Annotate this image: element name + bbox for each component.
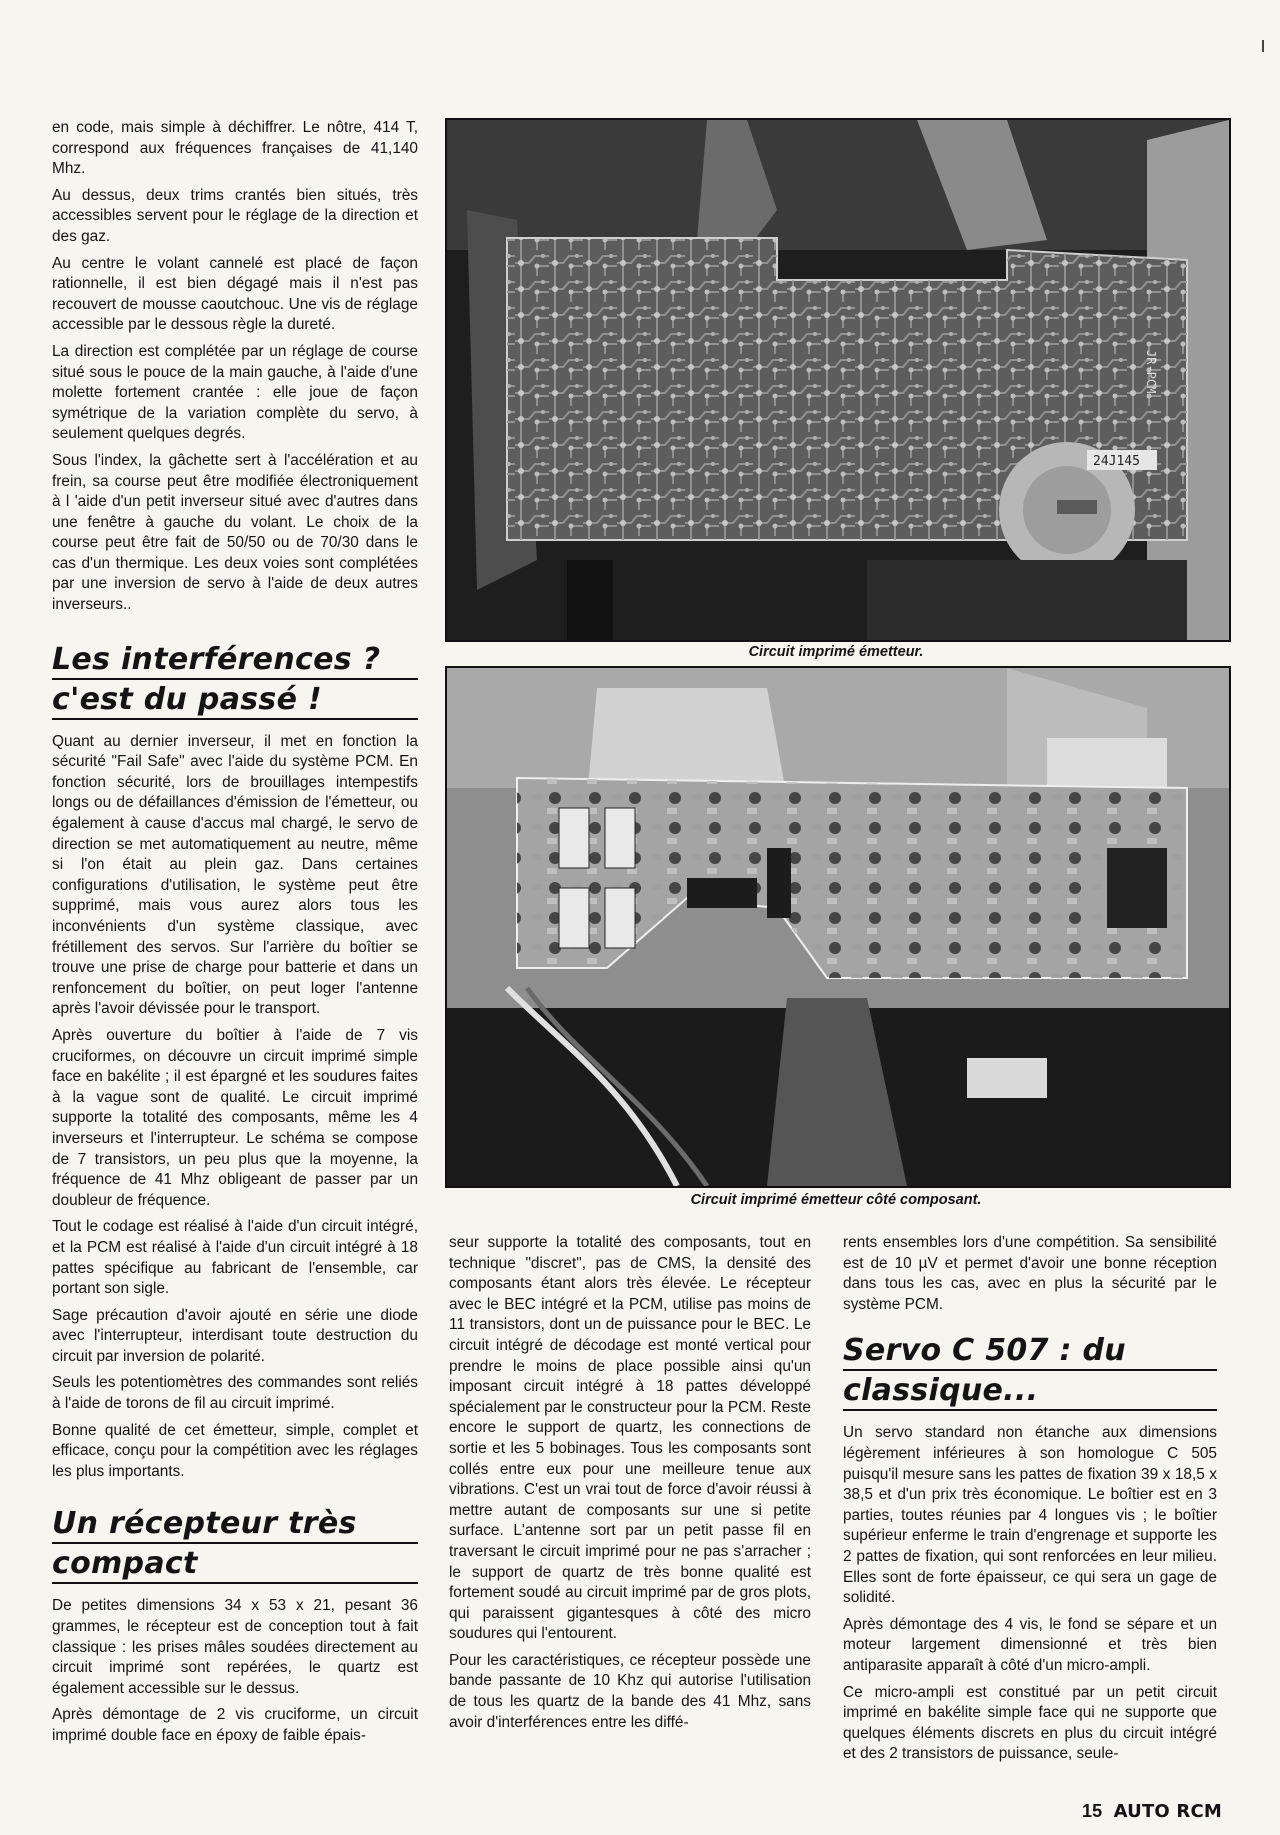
paragraph: Tout le codage est réalisé à l'aide d'un circuit intégré, et la PCM est réalisé à l'aide d'un circuit intégré à 18 pattes spécifique au fabricant de l'ensemble, car portant son sigle.	[52, 1218, 418, 1298]
paragraph: Bonne qualité de cet émetteur, simple, complet et efficace, conçu pour la compétition avec les réglages les plus importants.	[52, 1421, 418, 1480]
paragraph: Sous l'index, la gâchette sert à l'accélération et au frein, sa course peut être modifiée électroniquement à l 'aide d'un petit inverseur situé avec d'autres dans une fenêtre à gauche du volant. Le choix de la course peut être fait de 50/50 ou de 70/30 dans le cas d'un thermique. Les deux voies sont complétées par une inversion de servo à l'aide de deux autres inverseurs..	[52, 451, 418, 614]
heading-line: Les interférences ?	[52, 642, 418, 680]
photo-transmitter-pcb-illustration	[447, 120, 1229, 640]
paragraph: Quant au dernier inverseur, il met en fonction la sécurité "Fail Safe" avec l'aide du système PCM. En fonction sécurité, lors de brouillages intempestifs longs ou de défaillances d'émission de l'émetteur, ou également à cause d'accus mal chargé, le servo de direction se met automatiquement au neutre, même si l'on était au plein gaz. Dans certaines configurations d'utilisation, le système peut être supprimé, mais vous aurez alors tous les inconvénients d'un système classique, avec frétillement des servos. Sur l'arrière du boîtier se trouve une prise de charge pour batterie et dans un renfoncement du boîtier, on peut loger l'antenne après l'avoir dévissée pour le transport.	[52, 732, 418, 1018]
paragraph: Sage précaution d'avoir ajouté en série une diode avec l'interrupteur, interdisant toute destruction du circuit par inversion de polarité.	[52, 1306, 418, 1365]
magazine-name: AUTO RCM	[1113, 1801, 1222, 1822]
pcb-label-brand: JR-PCM	[1144, 350, 1158, 394]
paragraph: Un servo standard non étanche aux dimensions légèrement inférieures à son homologue C 505 puisqu'il mesure sans les pattes de fixation 39 x 18,5 x 38,5 et d'un prix très économique. Le boîtier est en 3 parties, toutes réunies par 4 longues vis ; le boîtier supérieur enferme le train d'engrenage et supporte les 2 pattes de fixation, qui sont renforcées en leur milieu. Elles sont de forte épaisseur, ce qui sera un gage de solidité.	[843, 1424, 1217, 1607]
corner-mark	[1262, 40, 1264, 52]
section-heading-recepteur	[52, 1506, 418, 1584]
paragraph: Seuls les potentiomètres des commandes sont reliés à l'aide de torons de fil au circuit imprimé.	[52, 1374, 418, 1413]
paragraph: Après démontage de 2 vis cruciforme, un circuit imprimé double face en époxy de faible épais-	[52, 1706, 418, 1744]
paragraph: Après démontage des 4 vis, le fond se sépare et un moteur largement dimensionné et très bien antiparasite apparaît à côté d'un micro-ampli.	[843, 1615, 1217, 1674]
paragraph: De petites dimensions 34 x 53 x 21, pesant 36 grammes, le récepteur est de conception tout à fait classique : les prises mâles soudées directement au circuit imprimé sont repérées, le quartz est également accessible sur le dessus.	[52, 1597, 418, 1697]
section-heading-servo	[843, 1333, 1217, 1411]
heading-line: Un récepteur très	[52, 1506, 418, 1544]
pcb-label-serial: 24J145	[1093, 454, 1140, 469]
photo-caption: Circuit imprimé émetteur.	[748, 644, 924, 660]
page-footer	[1082, 1801, 1222, 1822]
photo-transmitter-components-illustration	[447, 668, 1229, 1186]
photo-transmitter-pcb	[445, 118, 1231, 642]
paragraph: rents ensembles lors d'une compétition. Sa sensibilité est de 10 µV et permet d'avoir une bonne réception dans tous les cas, avec en plus la sécurité par le système PCM.	[843, 1234, 1217, 1313]
paragraph: en code, mais simple à déchiffrer. Le nôtre, 414 T, correspond aux fréquences françaises de 41,140 Mhz.	[52, 119, 418, 178]
paragraph: Ce micro-ampli est constitué par un petit circuit imprimé en bakélite simple face qui ne supporte que quelques éléments discrets en plus du circuit intégré et des 2 transistors de puissance, seule-	[843, 1683, 1217, 1763]
paragraph: Au centre le volant cannelé est placé de façon rationnelle, il est bien dégagé mais il n'est pas recouvert de mousse caoutchouc. Une vis de réglage accessible par le dessous règle la dureté.	[52, 254, 418, 334]
photo-transmitter-components	[445, 666, 1231, 1188]
heading-line: compact	[52, 1546, 418, 1584]
paragraph: Au dessus, deux trims crantés bien situés, très accessibles servent pour le réglage de la direction et des gaz.	[52, 186, 418, 245]
paragraph: seur supporte la totalité des composants, tout en technique "discret", pas de CMS, la densité des composants étant alors très élevée. Le récepteur avec le BEC intégré et la PCM, utilise pas moins de 11 transistors, dont un de puissance pour le BEC. Le circuit intégré de décodage est monté vertical pour prendre le moins de place possible ainsi qu'un imposant circuit intégré à 18 pattes développé spécialement par le constructeur pour la PCM. Reste encore le support de quartz, les connections de sortie et les 5 bobinages. Tous les composants sont collés entre eux pour une meilleure tenue aux vibrations. C'est un vrai tout de force d'avoir réussi à mettre autant de composants sur une si petite surface. L'antenne sort par un petit passe fil en traversant le circuit imprimé pour ne pas s'arracher ; le support de quartz de très bonne qualité est fortement soudé au circuit imprimé par de gros plots, qui paraissent gigantesques à côté des micro soudures qui l'entourent.	[449, 1234, 811, 1643]
right-column	[843, 1233, 1217, 1771]
middle-column	[449, 1233, 811, 1739]
page-number: 15	[1081, 1801, 1103, 1821]
section-heading-interferences	[52, 642, 418, 720]
paragraph: Après ouverture du boîtier à l'aide de 7 vis cruciformes, on découvre un circuit imprimé simple face en bakélite ; il est épargné et les soudures faites à la vague sont de qualité. Le circuit imprimé supporte la totalité des composants, même les 4 inverseurs et l'interrupteur. Le schéma se compose de 7 transistors, un peu plus que la moyenne, la fréquence de 41 Mhz obligeant de passer par un doubleur de fréquence.	[52, 1026, 418, 1209]
photo-caption: Circuit imprimé émetteur côté composant.	[690, 1192, 982, 1208]
heading-line: Servo C 507 : du	[843, 1333, 1217, 1371]
heading-line: classique...	[843, 1373, 1217, 1411]
paragraph: Pour les caractéristiques, ce récepteur possède une bande passante de 10 Khz qui autorise l'utilisation de tous les quartz de la bande des 41 Mhz, sans avoir d'interférences entre les diffé-	[449, 1651, 811, 1731]
paragraph: La direction est complétée par un réglage de course situé sous le pouce de la main gauche, à l'aide d'une molette fortement crantée : elle joue de façon symétrique de la variation complète du servo, à seulement quelques degrés.	[52, 342, 418, 443]
heading-line: c'est du passé !	[52, 682, 418, 720]
left-column	[52, 118, 418, 1753]
